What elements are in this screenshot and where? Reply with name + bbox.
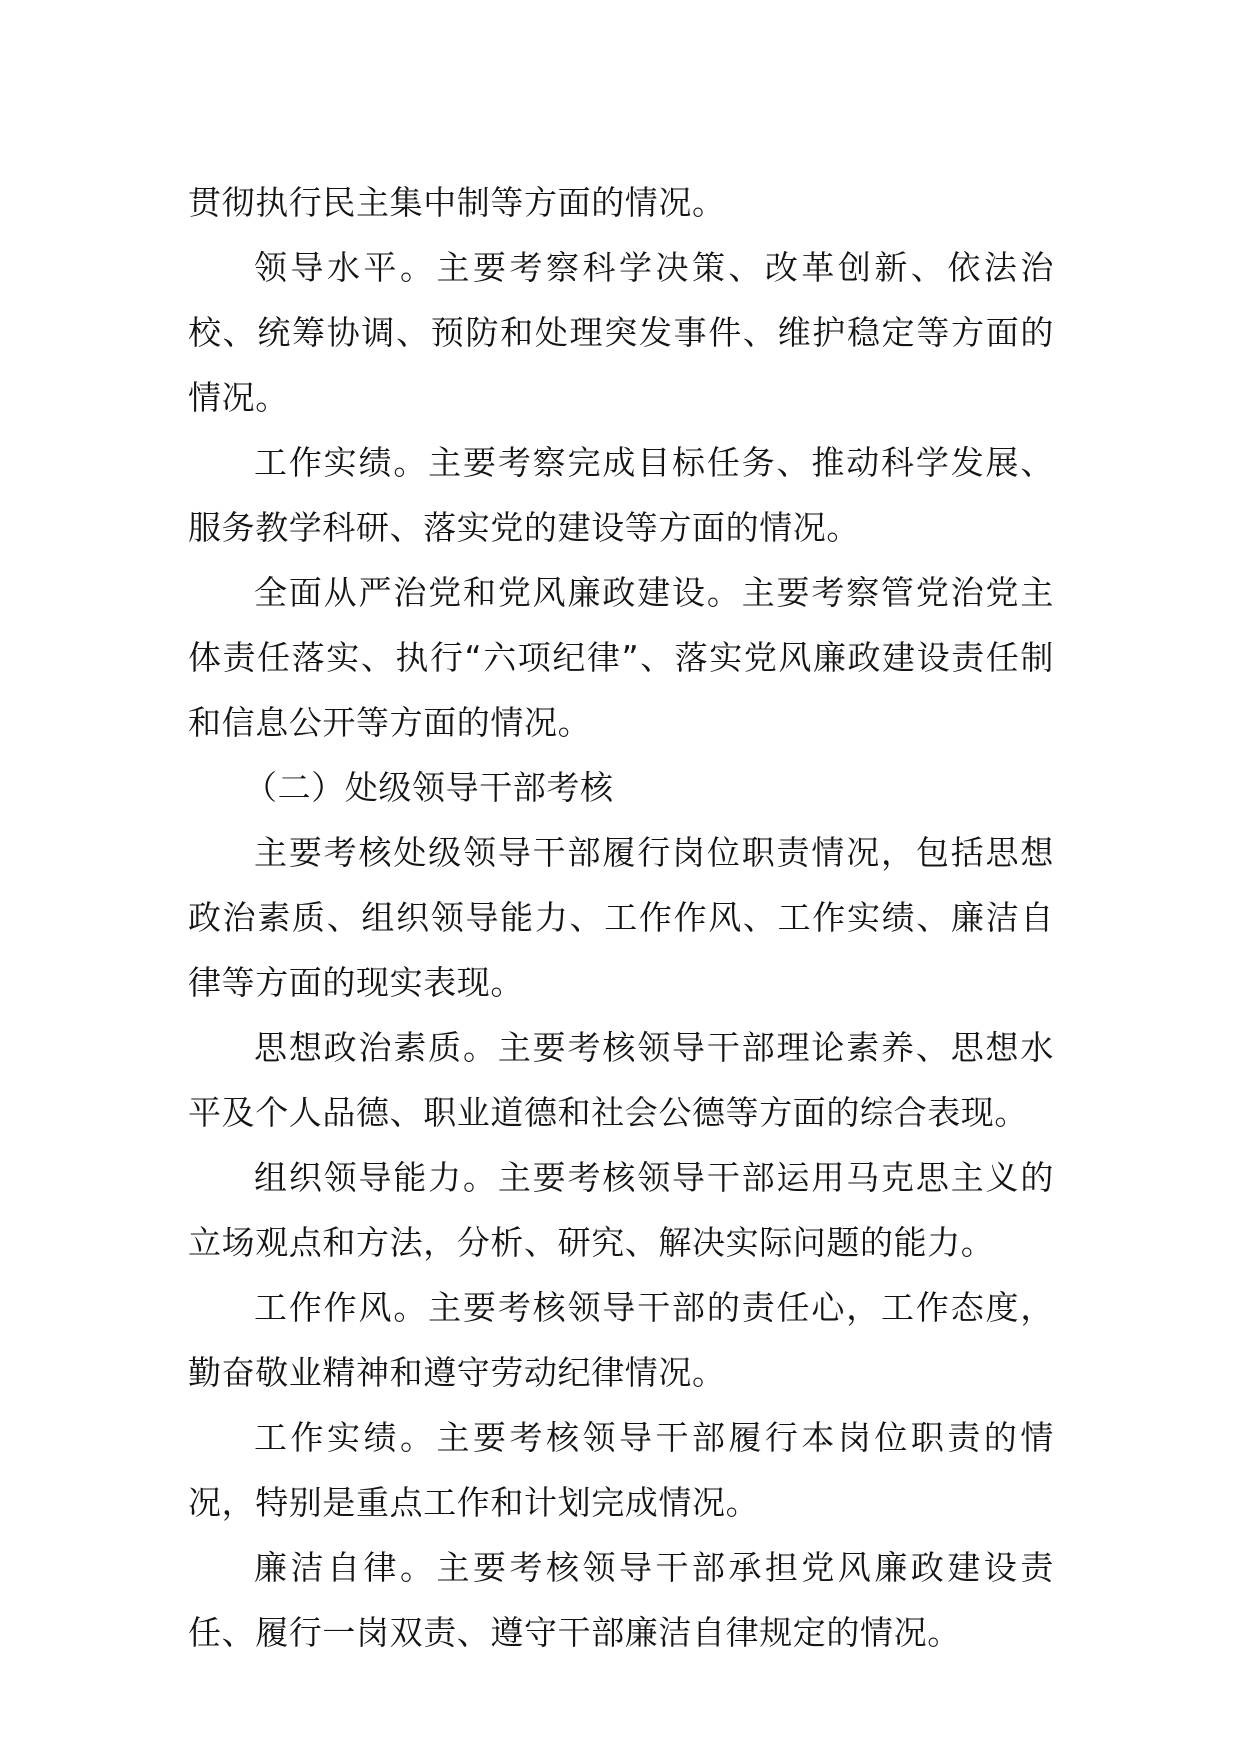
paragraph-work-results: 工作实绩。主要考核领导干部履行本岗位职责的情况，特别是重点工作和计划完成情况。 <box>188 1418 1054 1522</box>
paragraph-organizational-ability: 组织领导能力。主要考核领导干部运用马克思主义的立场观点和方法，分析、研究、解决实际问题的能力。 <box>188 1158 1054 1262</box>
paragraph-division-overview: 主要考核处级领导干部履行岗位职责情况，包括思想政治素质、组织领导能力、工作作风、工作实绩、廉洁自律等方面的现实表现。 <box>188 833 1054 1002</box>
paragraph-continuation: 贯彻执行民主集中制等方面的情况。 <box>188 183 726 222</box>
paragraph-party-discipline: 全面从严治党和党风廉政建设。主要考察管党治党主体责任落实、执行“六项纪律”、落实党风廉政建设责任制和信息公开等方面的情况。 <box>188 573 1054 742</box>
paragraph-integrity: 廉洁自律。主要考核领导干部承担党风廉政建设责任、履行一岗双责、遵守干部廉洁自律规定的情况。 <box>188 1548 1054 1652</box>
paragraph-leadership-level: 领导水平。主要考察科学决策、改革创新、依法治校、统筹协调、预防和处理突发事件、维护稳定等方面的情况。 <box>188 248 1054 417</box>
paragraph-work-style: 工作作风。主要考核领导干部的责任心，工作态度，勤奋敬业精神和遵守劳动纪律情况。 <box>188 1288 1054 1392</box>
section-heading-division-cadres: （二）处级领导干部考核 <box>244 768 614 807</box>
document-body <box>188 170 1054 1665</box>
paragraph-work-performance: 工作实绩。主要考察完成目标任务、推动科学发展、服务教学科研、落实党的建设等方面的情况。 <box>188 443 1054 547</box>
paragraph-political-quality: 思想政治素质。主要考核领导干部理论素养、思想水平及个人品德、职业道德和社会公德等方面的综合表现。 <box>188 1028 1054 1132</box>
